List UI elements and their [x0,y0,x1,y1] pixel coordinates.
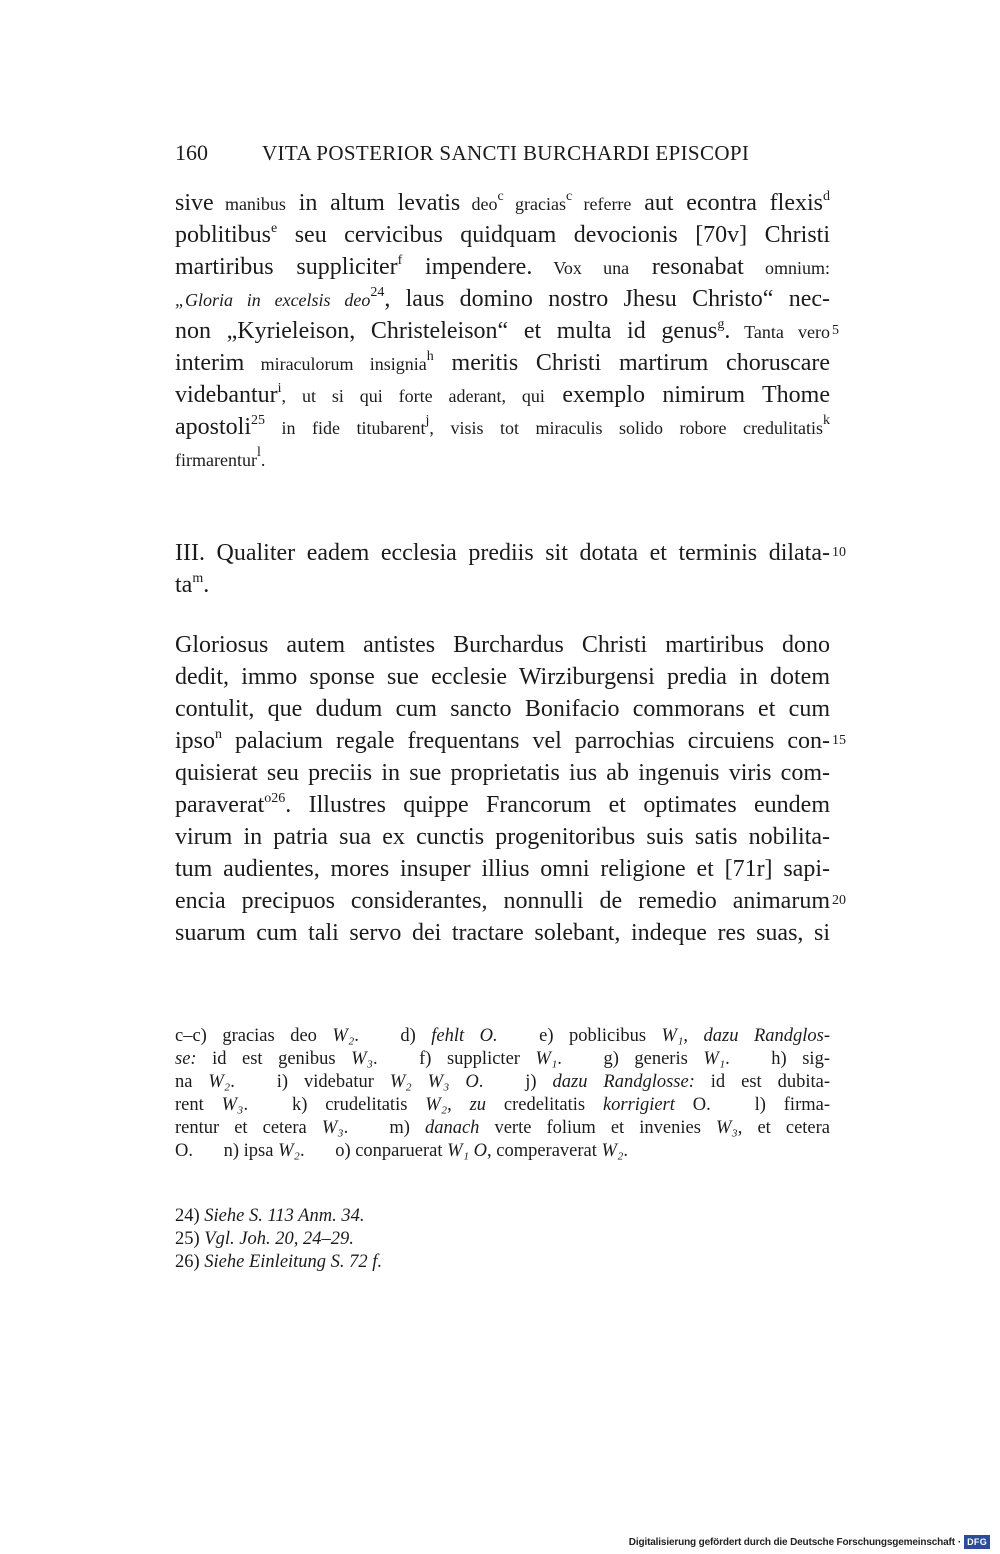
text-segment: non „Kyrieleison, Christeleison“ et multa id genus [175,318,718,344]
italic-petit-text-segment: „Gloria in excelsis deo [175,290,371,310]
note-text: . [373,1049,378,1069]
note-text: n) ipsa [219,1141,279,1161]
footnote-marker: j [425,413,430,428]
apparatus-line [175,1094,830,1117]
text-segment: . [724,318,731,344]
note-text: rent [175,1095,222,1115]
note-text: k) crudelitatis [274,1095,426,1115]
petit-text-segment: manibus [213,194,286,214]
text-segment: resonabat [629,254,744,280]
source-note [175,1251,830,1274]
footnote-marker: e [271,221,278,236]
text-line [175,693,830,725]
note-text: g) generis [587,1049,704,1069]
note-text: . [725,1049,730,1069]
text-segment: palacium regale frequentans vel parrochias circuiens con- [222,728,830,754]
note-text: id est dubita- [694,1072,830,1092]
note-siglum: W₃ [351,1049,373,1069]
running-head [175,141,830,165]
text-segment: quisierat seu preciis in sue proprietatis ius ab ingenuis viris com- [175,760,830,786]
footnote-marker: d [823,189,830,204]
text-line [175,725,846,757]
note-text: . [478,1072,484,1092]
note-text: . [354,1026,359,1046]
footnote-marker: m [192,571,204,586]
petit-text-segment: omnium: [743,258,830,278]
text-line [175,821,830,853]
note-italic-text: dazu Randglosse: [552,1072,695,1092]
text-segment: encia precipuos considerantes, nonnulli de remedio animarum [175,888,830,914]
note-text: . [230,1072,235,1092]
text-segment: ipso [175,728,216,754]
paragraph-2 [175,629,846,949]
note-siglum: W₁ [661,1026,684,1046]
note-number: 25) [175,1229,205,1249]
note-siglum: W₂ [278,1141,300,1161]
note-italic-text: Siehe Einleitung S. 72 f. [204,1252,383,1272]
text-segment: suarum cum tali servo dei tractare solebant, indeque res suas, si [175,920,830,946]
note-text: i) videbatur [260,1072,390,1092]
note-text: rentur et cetera [175,1118,322,1138]
note-text: . [299,1141,305,1161]
note-text: o) conparuerat [330,1141,448,1161]
footnote-marker: h [426,349,434,364]
note-text: , [683,1026,704,1046]
note-number: 26) [175,1252,205,1272]
text-segment: impendere. [402,254,533,280]
footnote-marker: f [397,253,403,268]
note-text: m) [374,1118,425,1138]
paragraph-1 [175,187,839,475]
heading-line [175,537,846,569]
text-segment: dedit, immo sponse sue ecclesie Wirziburgensi predia in dotem [175,664,830,690]
text-line [175,411,830,443]
footnote-marker: c [565,189,573,204]
text-line [175,789,830,821]
petit-text-segment: , visis tot miraculis solido robore credulitatis [429,418,823,438]
note-text: l) firma- [736,1095,830,1115]
text-line [175,757,830,789]
apparatus-line [175,1117,830,1140]
petit-text-segment: deo [460,194,498,214]
note-text: . [557,1049,562,1069]
text-line [175,219,830,251]
text-segment: sive [175,190,214,216]
footnote-marker: 24 [370,285,385,300]
text-segment: , laus domino nostro Jhesu Christo“ nec- [384,286,831,312]
note-siglum: W₂ [208,1072,231,1092]
text-segment: in altum levatis [285,190,461,216]
petit-text-segment: in fide titubarent [265,418,426,438]
text-line [175,347,830,379]
text-line [175,283,830,315]
source-notes [175,1205,830,1274]
line-number: 10 [832,545,846,560]
note-text: f) supplicter [403,1049,536,1069]
note-italic-text: fehlt O. [431,1026,498,1046]
text-segment: interim [175,350,245,376]
text-line [175,379,830,411]
note-italic-text: Vgl. Joh. 20, 24–29. [204,1229,354,1249]
text-segment: . [203,572,210,598]
footnote-marker: 25 [251,413,265,428]
text-segment: exemplo nimirum Thome [544,382,830,408]
text-segment: contulit, que dudum cum sancto Bonifacio commorans et cum [175,696,830,722]
text-line [175,251,830,283]
note-siglum: W₃ [715,1118,738,1138]
text-line [175,853,830,885]
separator-dot: · [957,1536,962,1548]
chapter-heading [175,537,846,601]
footnote-marker: k [823,413,830,428]
note-text: h) sig- [755,1049,830,1069]
note-siglum: W₂ W₃ O [389,1072,479,1092]
footnote-marker: g [717,317,725,332]
text-segment: paraverat [175,792,265,818]
note-siglum: W₂ [332,1026,355,1046]
text-segment: meritis Christi martirum choruscare [433,350,830,376]
credit-text: Digitalisierung gefördert durch die Deutsche Forschungsgemeinschaft [628,1536,955,1548]
footnote-marker: n [215,727,223,742]
text-segment: III. Qualiter eadem ecclesia prediis sit dotata et terminis dilata- [175,540,830,566]
text-segment: apostoli [175,414,251,440]
petit-text-segment: , ut si qui forte aderant, qui [281,386,545,406]
footnote-marker: c [497,189,504,204]
text-segment: . Illustres quippe Francorum et optimates eundem [285,792,830,818]
line-number: 20 [832,893,846,908]
note-text: na [175,1072,209,1092]
text-segment: martiribus suppliciter [175,254,398,280]
apparatus-line [175,1140,830,1163]
note-text: e) poblicibus [523,1026,662,1046]
note-siglum: W₁ [535,1049,558,1069]
text-line [175,661,830,693]
note-siglum: W₂ [601,1141,624,1161]
note-text: . [243,1095,249,1115]
heading-line [175,569,830,601]
critical-apparatus [175,1025,830,1163]
text-line [175,917,830,949]
note-siglum: W₂ [425,1095,448,1115]
text-segment: virum in patria sua ex cunctis progenitoribus suis satis nobilita- [175,824,830,850]
note-siglum: W₁ [703,1049,726,1069]
petit-text-segment: Tanta vero [730,322,830,342]
note-text: . [343,1118,349,1138]
note-italic-text: zu [469,1095,487,1115]
note-italic-text: Siehe S. 113 Anm. 34. [204,1206,365,1226]
digitization-credit [629,1535,990,1549]
note-number: 24) [175,1206,205,1226]
running-title: VITA POSTERIOR SANCTI BURCHARDI EPISCOPI [262,141,750,165]
text-line [175,443,830,475]
petit-text-segment: miraculorum insignia [244,354,427,374]
note-italic-text: danach [424,1118,480,1138]
text-segment: poblitibus [175,222,272,248]
note-text: , comperaverat [486,1141,602,1161]
source-note [175,1228,830,1251]
note-text: c–c) gracias deo [175,1026,333,1046]
note-text: credelitatis [486,1095,603,1115]
footnote-marker: l [256,445,261,460]
note-text: , et cetera [737,1118,831,1138]
text-segment: ta [175,572,193,598]
petit-text-segment: Vox una [532,258,630,278]
text-segment: aut econtra flexis [631,190,823,216]
note-text: . [623,1141,628,1161]
note-italic-text: korrigiert [602,1095,675,1115]
note-siglum: W₁ O [447,1141,487,1161]
text-segment: videbantur [175,382,278,408]
apparatus-line [175,1025,830,1048]
source-note [175,1205,830,1228]
text-line [175,885,846,917]
line-number: 15 [832,733,846,748]
apparatus-line [175,1048,830,1071]
petit-text-segment: . [260,450,266,470]
text-segment: Gloriosus autem antistes Burchardus Christi martiribus dono [175,632,830,658]
line-number: 5 [832,323,839,338]
note-siglum: W₃ [321,1118,344,1138]
note-text: O. [674,1095,711,1115]
text-segment: seu cervicibus quidquam devocionis [70v] Christi [277,222,830,248]
petit-text-segment: referre [572,194,632,214]
note-text: O. [175,1141,193,1161]
footnote-marker: o26 [264,791,286,806]
note-text: id est genibus [196,1049,352,1069]
dfg-logo: DFG [964,1535,990,1549]
text-line [175,629,830,661]
text-segment: tum audientes, mores insuper illius omni religione et [71r] sapi- [175,856,830,882]
note-text: j) [509,1072,553,1092]
text-line [175,187,830,219]
note-italic-text: dazu Randglos- [703,1026,831,1046]
page-number: 160 [175,140,208,165]
petit-text-segment: gracias [503,194,566,214]
note-siglum: W₃ [221,1095,244,1115]
note-text: verte folium et invenies [479,1118,716,1138]
note-text: , [447,1095,470,1115]
petit-text-segment: firmarentur [175,450,257,470]
note-italic-text: se: [175,1049,197,1069]
text-line [175,315,839,347]
apparatus-line [175,1071,830,1094]
note-text: d) [384,1026,432,1046]
footnote-marker: i [277,381,282,396]
